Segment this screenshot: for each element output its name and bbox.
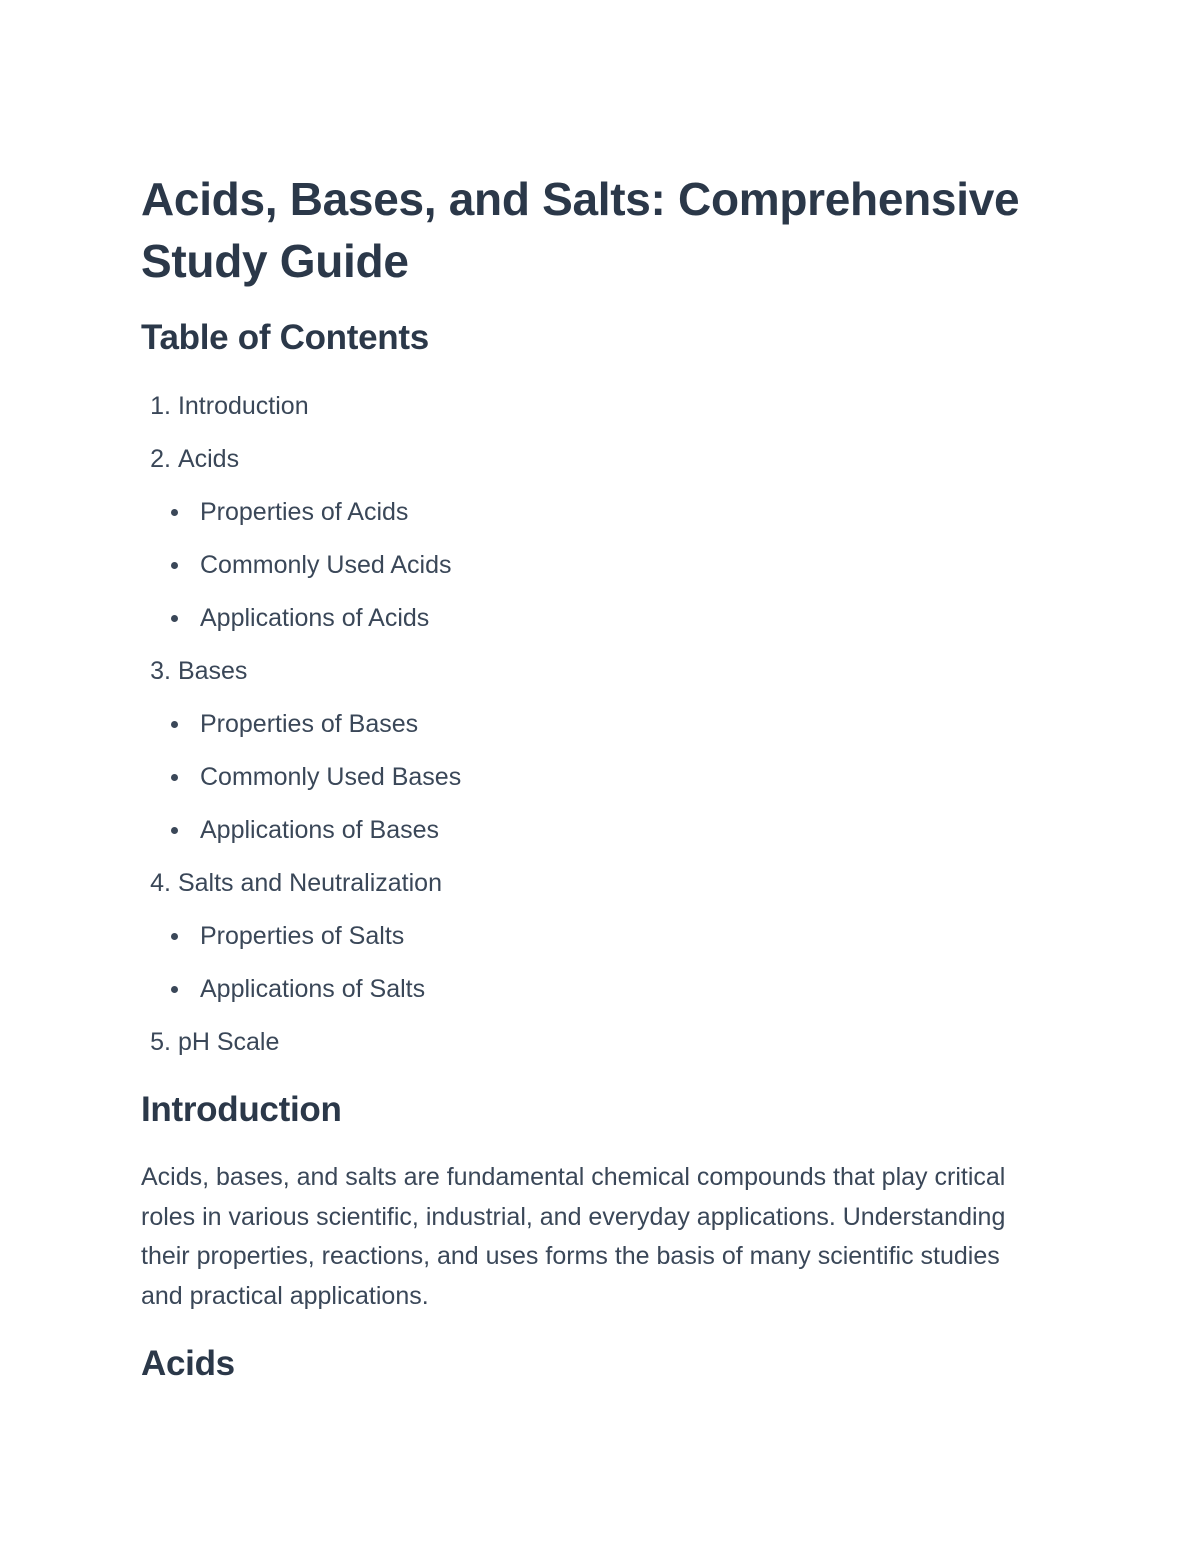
toc-subitem-commonly-used-acids[interactable] [141, 547, 461, 600]
introduction-heading: Introduction [141, 1090, 342, 1129]
toc-item-label: Bases [177, 657, 248, 685]
acids-heading: Acids [141, 1344, 235, 1383]
bullet-icon [171, 509, 178, 516]
toc-subitem-label: Commonly Used Acids [200, 551, 452, 579]
toc-subitem-label: Applications of Bases [200, 816, 440, 844]
toc-item-bases[interactable] [141, 653, 461, 706]
toc-subitem-properties-of-bases[interactable] [141, 706, 461, 759]
toc-item-salts-and-neutralization[interactable] [141, 865, 461, 918]
toc-item-introduction[interactable] [141, 388, 461, 441]
bullet-icon [171, 562, 178, 569]
toc-subitem-label: Commonly Used Bases [200, 763, 462, 791]
toc-subitem-label: Properties of Acids [200, 498, 409, 526]
toc-item-acids[interactable] [141, 441, 461, 494]
toc-subitem-label: Applications of Salts [200, 975, 426, 1003]
toc-item-number: 3. [150, 657, 171, 685]
toc-item-number: 2. [150, 445, 171, 473]
bullet-icon [171, 933, 178, 940]
bullet-icon [171, 827, 178, 834]
toc-subitem-label: Properties of Salts [200, 922, 405, 950]
document-title: Acids, Bases, and Salts: Comprehensive Study Guide [141, 173, 1020, 287]
toc-subitem-label: Properties of Bases [200, 710, 419, 738]
toc-item-ph-scale[interactable] [141, 1024, 461, 1077]
toc-item-number: 1. [150, 392, 171, 420]
toc-subitem-label: Applications of Acids [200, 604, 430, 632]
toc-item-label: Acids [177, 445, 240, 473]
toc-item-number: 5. [150, 1028, 171, 1056]
table-of-contents [141, 388, 461, 1077]
toc-item-number: 4. [150, 869, 171, 897]
toc-item-label: Introduction [177, 392, 309, 420]
toc-subitem-properties-of-acids[interactable] [141, 494, 461, 547]
toc-subitem-properties-of-salts[interactable] [141, 918, 461, 971]
bullet-icon [171, 721, 178, 728]
bullet-icon [171, 615, 178, 622]
toc-subitem-applications-of-bases[interactable] [141, 812, 461, 865]
toc-item-label: pH Scale [177, 1028, 280, 1056]
toc-heading: Table of Contents [141, 318, 429, 357]
bullet-icon [171, 774, 178, 781]
toc-subitem-commonly-used-bases[interactable] [141, 759, 461, 812]
toc-subitem-applications-of-salts[interactable] [141, 971, 461, 1024]
toc-item-label: Salts and Neutralization [177, 869, 442, 897]
toc-subitem-applications-of-acids[interactable] [141, 600, 461, 653]
introduction-paragraph: Acids, bases, and salts are fundamental chemical compounds that play critical roles in various scientific, industrial, and everyday applications. Understanding their properties, reactions, and uses forms the basis of many scientific studies and practical applications. [141, 1163, 1006, 1310]
bullet-icon [171, 986, 178, 993]
